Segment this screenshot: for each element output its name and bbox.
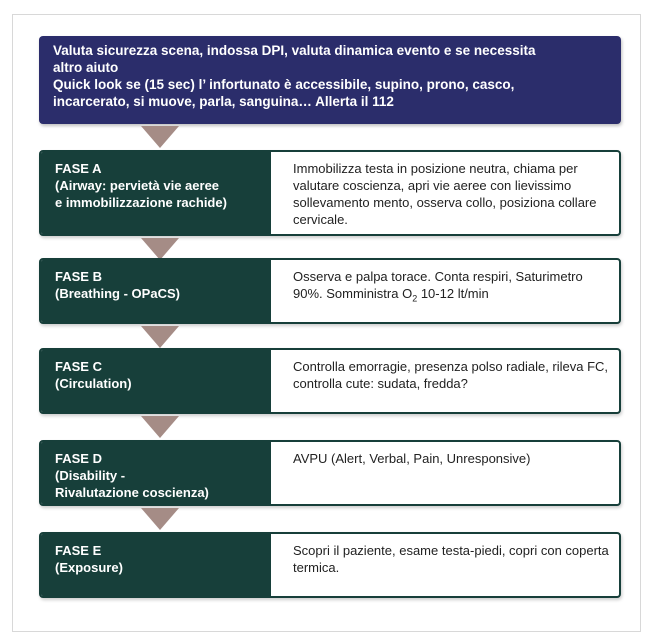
header-line-2: altro aiuto [53, 60, 119, 75]
phase-c-description [271, 350, 619, 412]
header-line-1: Valuta sicurezza scena, indossa DPI, valuta dinamica evento e se necessita [53, 43, 536, 58]
phase-b-description-rate: 10-12 lt/min [417, 286, 489, 301]
phase-e-description-text: Scopri il paziente, esame testa-piedi, copri con coperta termica. [293, 543, 609, 575]
header-line-4: incarcerato, si muove, parla, sanguina… Allerta il 112 [53, 94, 394, 109]
phase-a-description-text: Immobilizza testa in posizione neutra, chiama per valutare coscienza, apri vie aeree con lievissimo sollevamento mento, osserva collo, posiziona collare cervicale. [293, 161, 597, 227]
phase-c-label: FASE C [55, 359, 102, 374]
phase-e-label: FASE E [55, 543, 102, 558]
phase-e-box [39, 532, 621, 598]
phase-a-subtitle-1: (Airway: pervietà vie aeree [55, 178, 220, 193]
scene-safety-box [39, 36, 621, 124]
phase-a-title [41, 152, 271, 234]
phase-d-description [271, 442, 619, 504]
flow-arrow-2 [141, 238, 179, 260]
phase-a-box [39, 150, 621, 236]
phase-b-label: FASE B [55, 269, 102, 284]
phase-b-description [271, 260, 619, 322]
phase-d-description-text: AVPU (Alert, Verbal, Pain, Unresponsive) [293, 451, 531, 466]
flow-arrow-1 [141, 126, 179, 148]
phase-b-title [41, 260, 271, 322]
phase-d-title [41, 442, 271, 504]
phase-d-subtitle-1: (Disability - [55, 468, 126, 483]
flow-arrow-5 [141, 508, 179, 530]
phase-e-title [41, 534, 271, 596]
phase-e-description [271, 534, 619, 596]
phase-c-description-text: Controlla emorragie, presenza polso radiale, rileva FC, controlla cute: sudata, fredda? [293, 359, 609, 391]
phase-d-subtitle-2: Rivalutazione coscienza) [55, 485, 209, 500]
phase-e-subtitle: (Exposure) [55, 560, 123, 575]
phase-b-subtitle: (Breathing - OPaCS) [55, 286, 180, 301]
oxygen-subscript: 2 [412, 293, 418, 304]
flow-arrow-4 [141, 416, 179, 438]
phase-d-box [39, 440, 621, 506]
phase-a-label: FASE A [55, 161, 102, 176]
flow-arrow-3 [141, 326, 179, 348]
header-line-3: Quick look se (15 sec) l’ infortunato è accessibile, supino, prono, casco, [53, 77, 515, 92]
phase-a-subtitle-2: e immobilizzazione rachide) [55, 195, 227, 210]
phase-c-title [41, 350, 271, 412]
phase-c-box [39, 348, 621, 414]
phase-b-description-text: Osserva e palpa torace. Conta respiri, Saturimetro 90%. Somministra O [293, 269, 583, 301]
phase-c-subtitle: (Circulation) [55, 376, 132, 391]
phase-a-description [271, 152, 619, 234]
phase-b-box [39, 258, 621, 324]
phase-d-label: FASE D [55, 451, 102, 466]
